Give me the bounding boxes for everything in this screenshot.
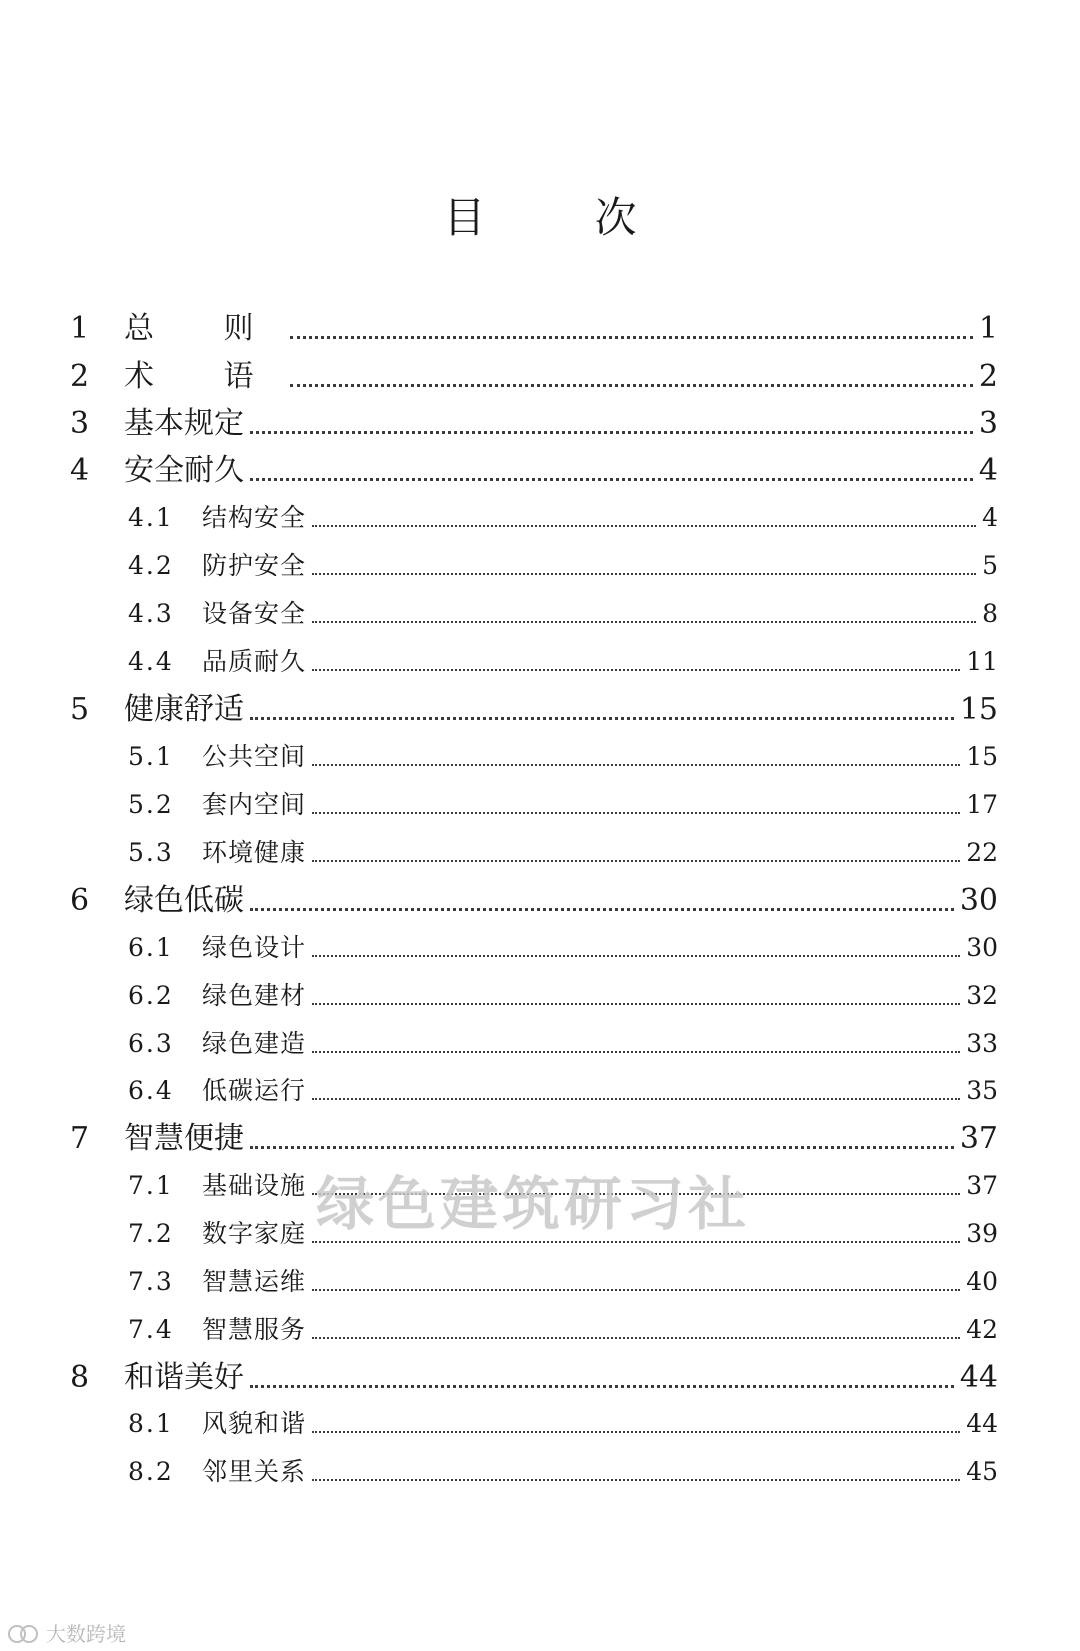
toc-dot-leader (312, 1479, 960, 1481)
toc-entry-number: 6.4 (128, 1076, 174, 1105)
toc-entry-page-number: 33 (966, 1029, 998, 1058)
toc-entry-label: 绿色建造 (202, 1029, 307, 1058)
toc-entry-label: 套内空间 (202, 790, 307, 819)
toc-entry-label: 总 则 (124, 311, 284, 346)
toc-dot-leader (312, 1098, 960, 1100)
toc-entry-number: 8.1 (128, 1409, 174, 1438)
toc-entry-number: 4.1 (128, 503, 174, 532)
toc-dot-leader (312, 1051, 960, 1053)
toc-entry-label: 公共空间 (202, 742, 307, 771)
toc-entry-page-number: 30 (959, 883, 998, 918)
toc-dot-leader (250, 908, 954, 911)
toc-entry-label: 和谐美好 (124, 1360, 244, 1395)
toc-entry-number: 6.3 (128, 1029, 174, 1058)
toc-entry-number: 7.4 (128, 1315, 174, 1344)
toc-entry (128, 1452, 998, 1492)
toc-entry-page-number: 42 (966, 1315, 998, 1344)
toc-entry-number: 8 (70, 1360, 90, 1395)
toc-entry-number: 5 (70, 692, 90, 727)
toc-entry-label: 数字家庭 (202, 1219, 307, 1248)
toc-entry-number: 4.4 (128, 647, 174, 676)
toc-entry-page-number: 11 (966, 647, 998, 676)
toc-dot-leader (312, 812, 960, 814)
toc-entry-page-number: 37 (966, 1171, 998, 1200)
toc-entry-page-number: 15 (966, 742, 998, 771)
toc-entry-page-number: 39 (966, 1219, 998, 1248)
toc-entry-page-number: 5 (982, 551, 998, 580)
toc-entry (128, 1262, 998, 1302)
toc-entry-page-number: 8 (982, 599, 998, 628)
toc-entry-page-number: 17 (966, 790, 998, 819)
toc-dot-leader (312, 1003, 960, 1005)
toc-entry-label: 智慧服务 (202, 1315, 307, 1344)
toc-dot-leader (312, 1241, 960, 1243)
toc-dot-leader (312, 860, 960, 862)
toc-entry (128, 737, 998, 777)
toc-entry-label: 品质耐久 (202, 647, 307, 676)
toc-entry-label: 环境健康 (202, 838, 307, 867)
toc-entry-number: 4.3 (128, 599, 174, 628)
toc-entry (128, 546, 998, 586)
toc-dot-leader (312, 764, 960, 766)
toc-entry (70, 449, 998, 493)
toc-dot-leader (312, 525, 976, 527)
toc-entry-label: 绿色低碳 (124, 883, 244, 918)
page-title: 目 次 (443, 193, 685, 242)
toc-entry (70, 1356, 998, 1400)
toc-entry-page-number: 2 (978, 359, 998, 394)
toc-dot-leader (250, 1385, 954, 1388)
toc-entry (128, 928, 998, 968)
toc-dot-leader (312, 1289, 960, 1291)
toc-dot-leader (250, 717, 954, 720)
toc-entry-label: 设备安全 (202, 599, 307, 628)
toc-entry (128, 833, 998, 873)
toc-entry-page-number: 4 (982, 503, 998, 532)
toc-entry-number: 5.2 (128, 790, 174, 819)
toc-entry-label: 基础设施 (202, 1171, 307, 1200)
toc-entry-page-number: 3 (978, 406, 998, 441)
toc-entry (128, 498, 998, 538)
toc-entry-page-number: 45 (966, 1457, 998, 1486)
toc-dot-leader (250, 431, 973, 434)
toc-dot-leader (312, 1431, 960, 1433)
toc-entry (128, 1071, 998, 1111)
toc-dot-leader (312, 621, 976, 623)
toc-dot-leader (312, 669, 960, 671)
toc-entry-page-number: 22 (966, 838, 998, 867)
toc-dot-leader (312, 955, 960, 957)
toc-entry (128, 785, 998, 825)
toc-entry-number: 6 (70, 883, 90, 918)
toc-entry-number: 4 (70, 453, 90, 488)
toc-dot-leader (312, 1337, 960, 1339)
toc-dot-leader (250, 478, 973, 481)
toc-entry-number: 5.3 (128, 838, 174, 867)
toc-entry-number: 3 (70, 406, 90, 441)
toc-entry (128, 594, 998, 634)
toc-entry (70, 1117, 998, 1161)
toc-entry (70, 688, 998, 732)
toc-entry-label: 结构安全 (202, 503, 307, 532)
toc-dot-leader (290, 336, 973, 339)
toc-entry-label: 防护安全 (202, 551, 307, 580)
toc-entry (128, 642, 998, 682)
toc-entry-number: 2 (70, 359, 90, 394)
toc-entry-number: 7.2 (128, 1219, 174, 1248)
toc-entry (128, 976, 998, 1016)
corner-logo (8, 1618, 126, 1647)
toc-entry-label: 低碳运行 (202, 1076, 307, 1105)
toc-entry-label: 风貌和谐 (202, 1409, 307, 1438)
toc-entry-page-number: 44 (966, 1409, 998, 1438)
toc-entry-page-number: 40 (966, 1267, 998, 1296)
toc-entry (70, 355, 998, 399)
toc-entry-label: 绿色设计 (202, 933, 307, 962)
toc-entry-label: 安全耐久 (124, 453, 244, 488)
toc-entry-number: 5.1 (128, 742, 174, 771)
toc-entry-number: 6.1 (128, 933, 174, 962)
toc-entry (128, 1310, 998, 1350)
toc-entry-number: 7.3 (128, 1267, 174, 1296)
toc-dot-leader (290, 384, 973, 387)
logo-icon (8, 1623, 42, 1643)
toc-entry-label: 术 语 (124, 359, 284, 394)
toc-entry-label: 智慧便捷 (124, 1121, 244, 1156)
toc-entry-number: 4.2 (128, 551, 174, 580)
toc-entry-number: 1 (70, 311, 90, 346)
logo-text: 大数跨境 (46, 1622, 126, 1646)
toc-entry-page-number: 32 (966, 981, 998, 1010)
toc-entry (128, 1404, 998, 1444)
toc-entry-page-number: 44 (959, 1360, 998, 1395)
toc-entry-label: 基本规定 (124, 406, 244, 441)
toc-entry-label: 健康舒适 (124, 692, 244, 727)
toc-entry-label: 邻里关系 (202, 1457, 307, 1486)
toc-entry (70, 402, 998, 446)
toc-entry-number: 8.2 (128, 1457, 174, 1486)
toc-entry-page-number: 30 (966, 933, 998, 962)
toc-entry-label: 绿色建材 (202, 981, 307, 1010)
toc-dot-leader (312, 573, 976, 575)
toc-entry-label: 智慧运维 (202, 1267, 307, 1296)
toc-entry (128, 1024, 998, 1064)
toc-entry-number: 7.1 (128, 1171, 174, 1200)
toc-entry-page-number: 35 (966, 1076, 998, 1105)
toc-entry-page-number: 37 (959, 1121, 998, 1156)
toc-entry-number: 7 (70, 1121, 90, 1156)
toc-dot-leader (250, 1146, 954, 1149)
toc-entry-page-number: 1 (978, 311, 998, 346)
toc-entry-page-number: 4 (978, 453, 998, 488)
toc-entry-number: 6.2 (128, 981, 174, 1010)
toc-entry (70, 879, 998, 923)
toc-entry (70, 307, 998, 351)
watermark-text: 绿色建筑研习社 (316, 1170, 751, 1238)
toc-entry-page-number: 15 (959, 692, 998, 727)
